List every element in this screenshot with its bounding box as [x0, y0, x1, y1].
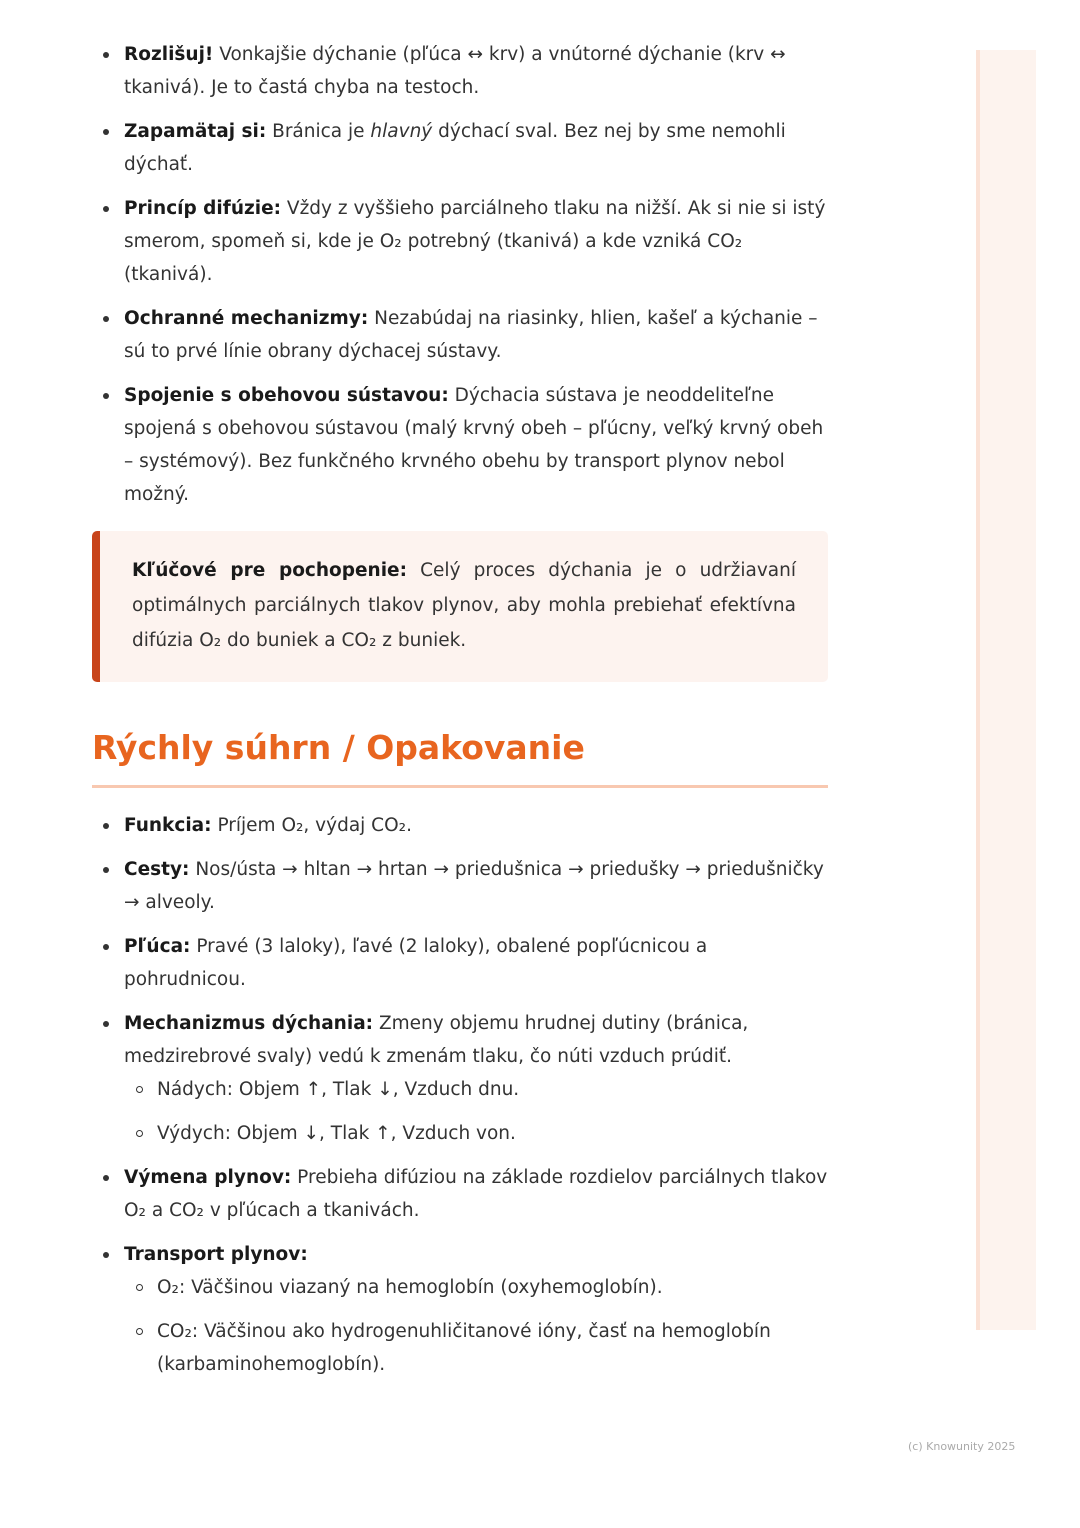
summary-list [92, 809, 828, 1381]
list-item: Princíp difúzie: Vždy z vyššieho parciálneho tlaku na nižší. Ak si nie si istý smerom, spomeň si, kde je O₂ potrebný (tkanivá) a kde vzniká CO₂ (tkanivá). [92, 192, 828, 291]
list-item: Ochranné mechanizmy: Nezabúdaj na riasinky, hlien, kašeľ a kýchanie – sú to prvé línie obrany dýchacej sústavy. [92, 302, 828, 368]
section-title: Rýchly súhrn / Opakovanie [92, 728, 585, 767]
list-item: Mechanizmus dýchania: Zmeny objemu hrudnej dutiny (bránica, medzirebrové svaly) vedú k zmenám tlaku, čo núti vzduch prúdiť. Nádych: Objem ↑, Tlak ↓, Vzduch dnu. Výdych: Objem ↓, Tlak ↑, Vzduch von. [92, 1007, 828, 1150]
page-content [92, 38, 828, 1392]
side-decoration-bar [976, 50, 1036, 1330]
tips-list [92, 38, 828, 511]
list-item: Funkcia: Príjem O₂, výdaj CO₂. [92, 809, 828, 842]
list-item: Spojenie s obehovou sústavou: Dýchacia sústava je neoddeliteľne spojená s obehovou sústavou (malý krvný obeh – pľúcny, veľký krvný obeh – systémový). Bez funkčného krvného obehu by transport plynov nebol možný. [92, 379, 828, 511]
list-item: Pľúca: Pravé (3 laloky), ľavé (2 laloky), obalené popľúcnicou a pohrudnicou. [92, 930, 828, 996]
sub-list-item: Výdych: Objem ↓, Tlak ↑, Vzduch von. [124, 1117, 828, 1150]
sub-list [124, 1271, 828, 1381]
section-divider [92, 785, 828, 788]
list-item: Cesty: Nos/ústa → hltan → hrtan → priedušnica → priedušky → priedušničky → alveoly. [92, 853, 828, 919]
callout-label: Kľúčové pre pochopenie: [132, 560, 407, 581]
list-item: Výmena plynov: Prebieha difúziou na základe rozdielov parciálnych tlakov O₂ a CO₂ v pľúcach a tkanivách. [92, 1161, 828, 1227]
callout-text: Celý proces dýchania je o udržiavaní optimálnych parciálnych tlakov plynov, aby mohla prebiehať efektívna difúzia O₂ do buniek a CO₂ z buniek. [132, 560, 796, 651]
key-callout [92, 531, 828, 682]
sub-list-item: O₂: Väčšinou viazaný na hemoglobín (oxyhemoglobín). [124, 1271, 828, 1304]
list-item: Zapamätaj si: Bránica je hlavný dýchací sval. Bez nej by sme nemohli dýchať. [92, 115, 828, 181]
list-item: Transport plynov: O₂: Väčšinou viazaný na hemoglobín (oxyhemoglobín). CO₂: Väčšinou ako hydrogenuhličitanové ióny, časť na hemoglobín (karbaminohemoglobín). [92, 1238, 828, 1381]
sub-list [124, 1073, 828, 1150]
copyright-footer: (c) Knowunity 2025 [908, 1440, 1016, 1453]
sub-list-item: CO₂: Väčšinou ako hydrogenuhličitanové ióny, časť na hemoglobín (karbaminohemoglobín). [124, 1315, 828, 1381]
sub-list-item: Nádych: Objem ↑, Tlak ↓, Vzduch dnu. [124, 1073, 828, 1106]
list-item: Rozlišuj! Vonkajšie dýchanie (pľúca ↔ krv) a vnútorné dýchanie (krv ↔ tkanivá). Je to častá chyba na testoch. [92, 38, 828, 104]
